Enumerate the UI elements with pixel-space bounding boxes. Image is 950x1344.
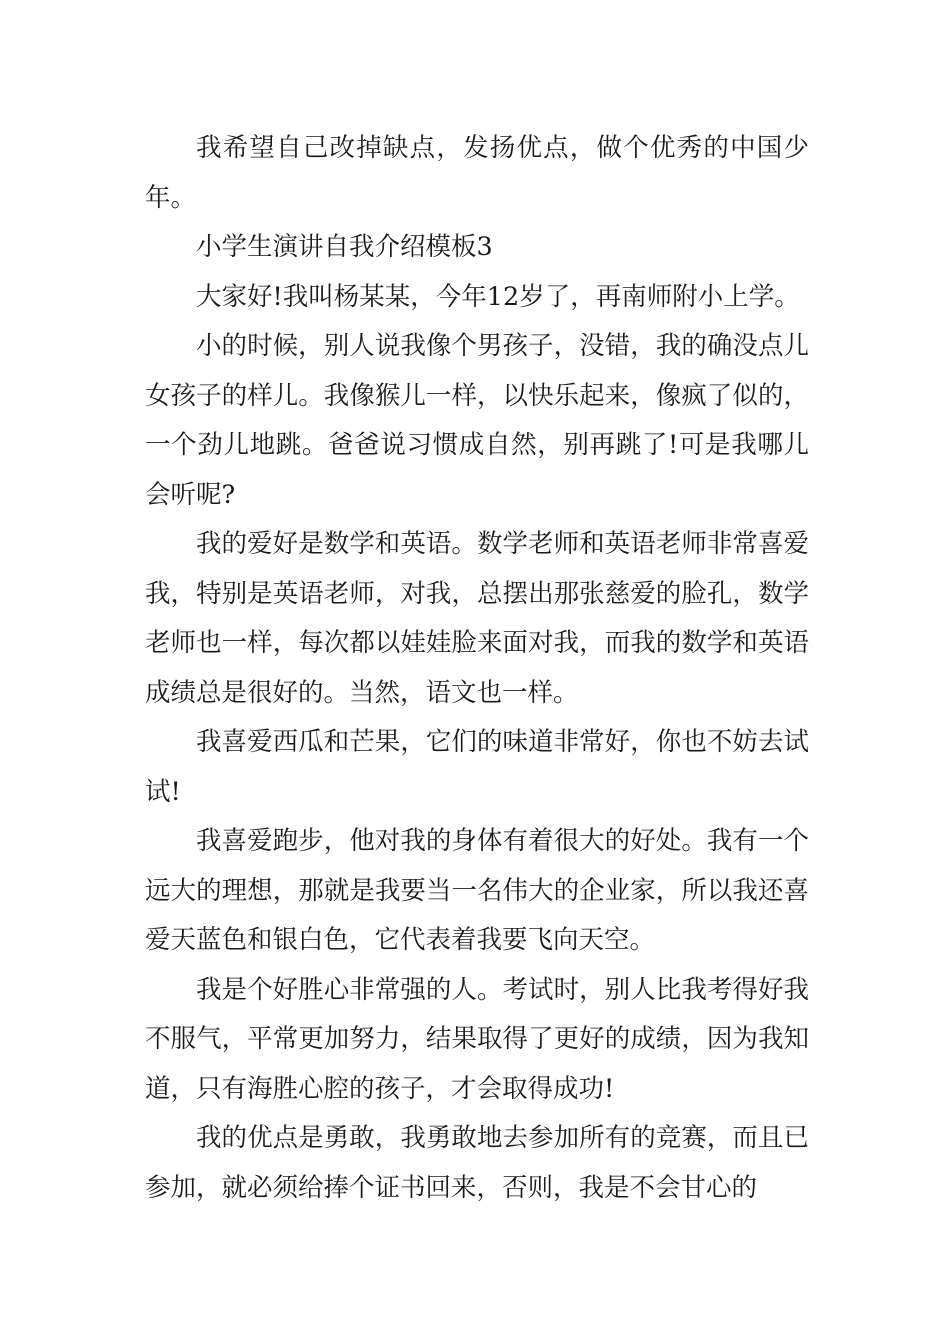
section-heading: 小学生演讲自我介绍模板3 [196, 232, 493, 262]
paragraph-competitive: 我是个好胜心非常强的人。考试时，别人比我考得好我不服气，平常更加努力，结果取得了更好的成绩，因为我知道，只有海胜心腔的孩子，才会取得成功! [145, 974, 809, 1104]
paragraph-bravery: 我的优点是勇敢，我勇敢地去参加所有的竞赛，而且已参加，就必须给捧个证书回来，否则，我是不会甘心的 [145, 1123, 809, 1203]
paragraph-hobbies: 我的爱好是数学和英语。数学老师和英语老师非常喜爱我，特别是英语老师，对我，总摆出那张慈爱的脸孔，数学老师也一样，每次都以娃娃脸来面对我，而我的数学和英语成绩总是很好的。当然，语文也一样。 [145, 529, 809, 708]
paragraph-greeting: 大家好!我叫杨某某，今年12岁了，再南师附小上学。 [196, 281, 800, 312]
paragraph-running: 我喜爱跑步，他对我的身体有着很大的好处。我有一个远大的理想，那就是我要当一名伟大的企业家，所以我还喜爱天蓝色和银白色，它代表着我要飞向天空。 [145, 826, 809, 955]
paragraph-childhood: 小的时候，别人说我像个男孩子，没错，我的确没点儿女孩子的样儿。我像猴儿一样，以快乐起来，像疯了似的，一个劲儿地跳。爸爸说习惯成自然，别再跳了!可是我哪儿会听呢? [145, 331, 809, 510]
paragraph-fruits: 我喜爱西瓜和芒果，它们的味道非常好，你也不妨去试试! [145, 727, 809, 807]
document-body [145, 124, 809, 1213]
paragraph-1: 我希望自己改掉缺点，发扬优点，做个优秀的中国少年。 [145, 133, 809, 213]
